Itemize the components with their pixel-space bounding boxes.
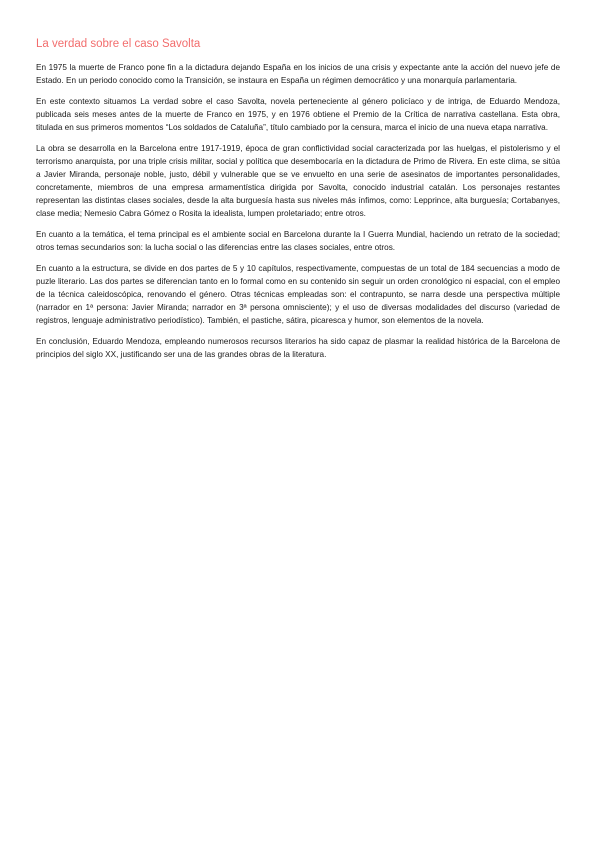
document-title: La verdad sobre el caso Savolta: [36, 38, 201, 50]
paragraph-context: En este contexto situamos La verdad sobre el caso Savolta, novela perteneciente al género policíaco y de intriga, de Eduardo Mendoza, publicada seis meses antes de la muerte de Franco en 1975, y en 1976 obtiene el Premio de la Crítica de narrativa castellana. Esta obra, titulada en sus primeros momentos “Los soldados de Cataluña”, título cambiado por la censura, marca el inicio de una nueva etapa narrativa.: [36, 96, 560, 132]
paragraph-intro: En 1975 la muerte de Franco pone fin a la dictadura dejando España en los inicios de una crisis y expectante ante la acción del nuevo jefe de Estado. En un periodo conocido como la Transición, se instaura en España un régimen democrático y una monarquía parlamentaria.: [36, 63, 560, 86]
paragraph-structure: En cuanto a la estructura, se divide en dos partes de 5 y 10 capítulos, respectivamente, compuestas de un total de 184 secuencias a modo de puzle literario. Las dos partes se diferencian tanto en lo formal como en su contenido sin seguir un orden cronológico ni espacial, con el empleo de la técnica caleidoscópica, renovando el género. Otras técnicas empleadas son: el contrapunto, se narra desde una perspectiva múltiple (narrador en 1ª persona: Javier Miranda; narrador en 3ª persona omnisciente); y el uso de diversas modalidades del discurso (variedad de registros, lenguaje administrativo periodístico). También, el pastiche, sátira, picaresca y humor, son elementos de la novela.: [36, 263, 560, 325]
paragraph-conclusion: En conclusión, Eduardo Mendoza, empleando numerosos recursos literarios ha sido capaz de plasmar la realidad histórica de la Barcelona de principios del siglo XX, justificando ser una de las grandes obras de la literatura.: [36, 336, 560, 359]
paragraph-theme: En cuanto a la temática, el tema principal es el ambiente social en Barcelona durante la I Guerra Mundial, haciendo un retrato de la sociedad; otros temas secundarios son: la lucha social o las diferencias entre las clases sociales, entre otros.: [36, 229, 560, 252]
document-body: [36, 61, 560, 368]
paragraph-plot: La obra se desarrolla en la Barcelona entre 1917-1919, época de gran conflictividad social caracterizada por las huelgas, el pistolerismo y el terrorismo anarquista, por una triple crisis militar, social y política que desembocaría en la dictadura de Primo de Rivera. En este clima, se sitúa a Javier Miranda, personaje noble, justo, débil y vulnerable que se ve envuelto en una serie de asesinatos de importantes personalidades, concretamente, miembros de una empresa armamentística dirigida por Savolta, conocido industrial catalán. Los personajes restantes representan las distintas clases sociales, desde la alta burguesía hasta sus niveles más ínfimos, como: Lepprince, alta burguesía; Cortabanyes, clase media; Nemesio Cabra Gómez o Rosita la idealista, lumpen proletariado; entre otros.: [36, 143, 560, 219]
